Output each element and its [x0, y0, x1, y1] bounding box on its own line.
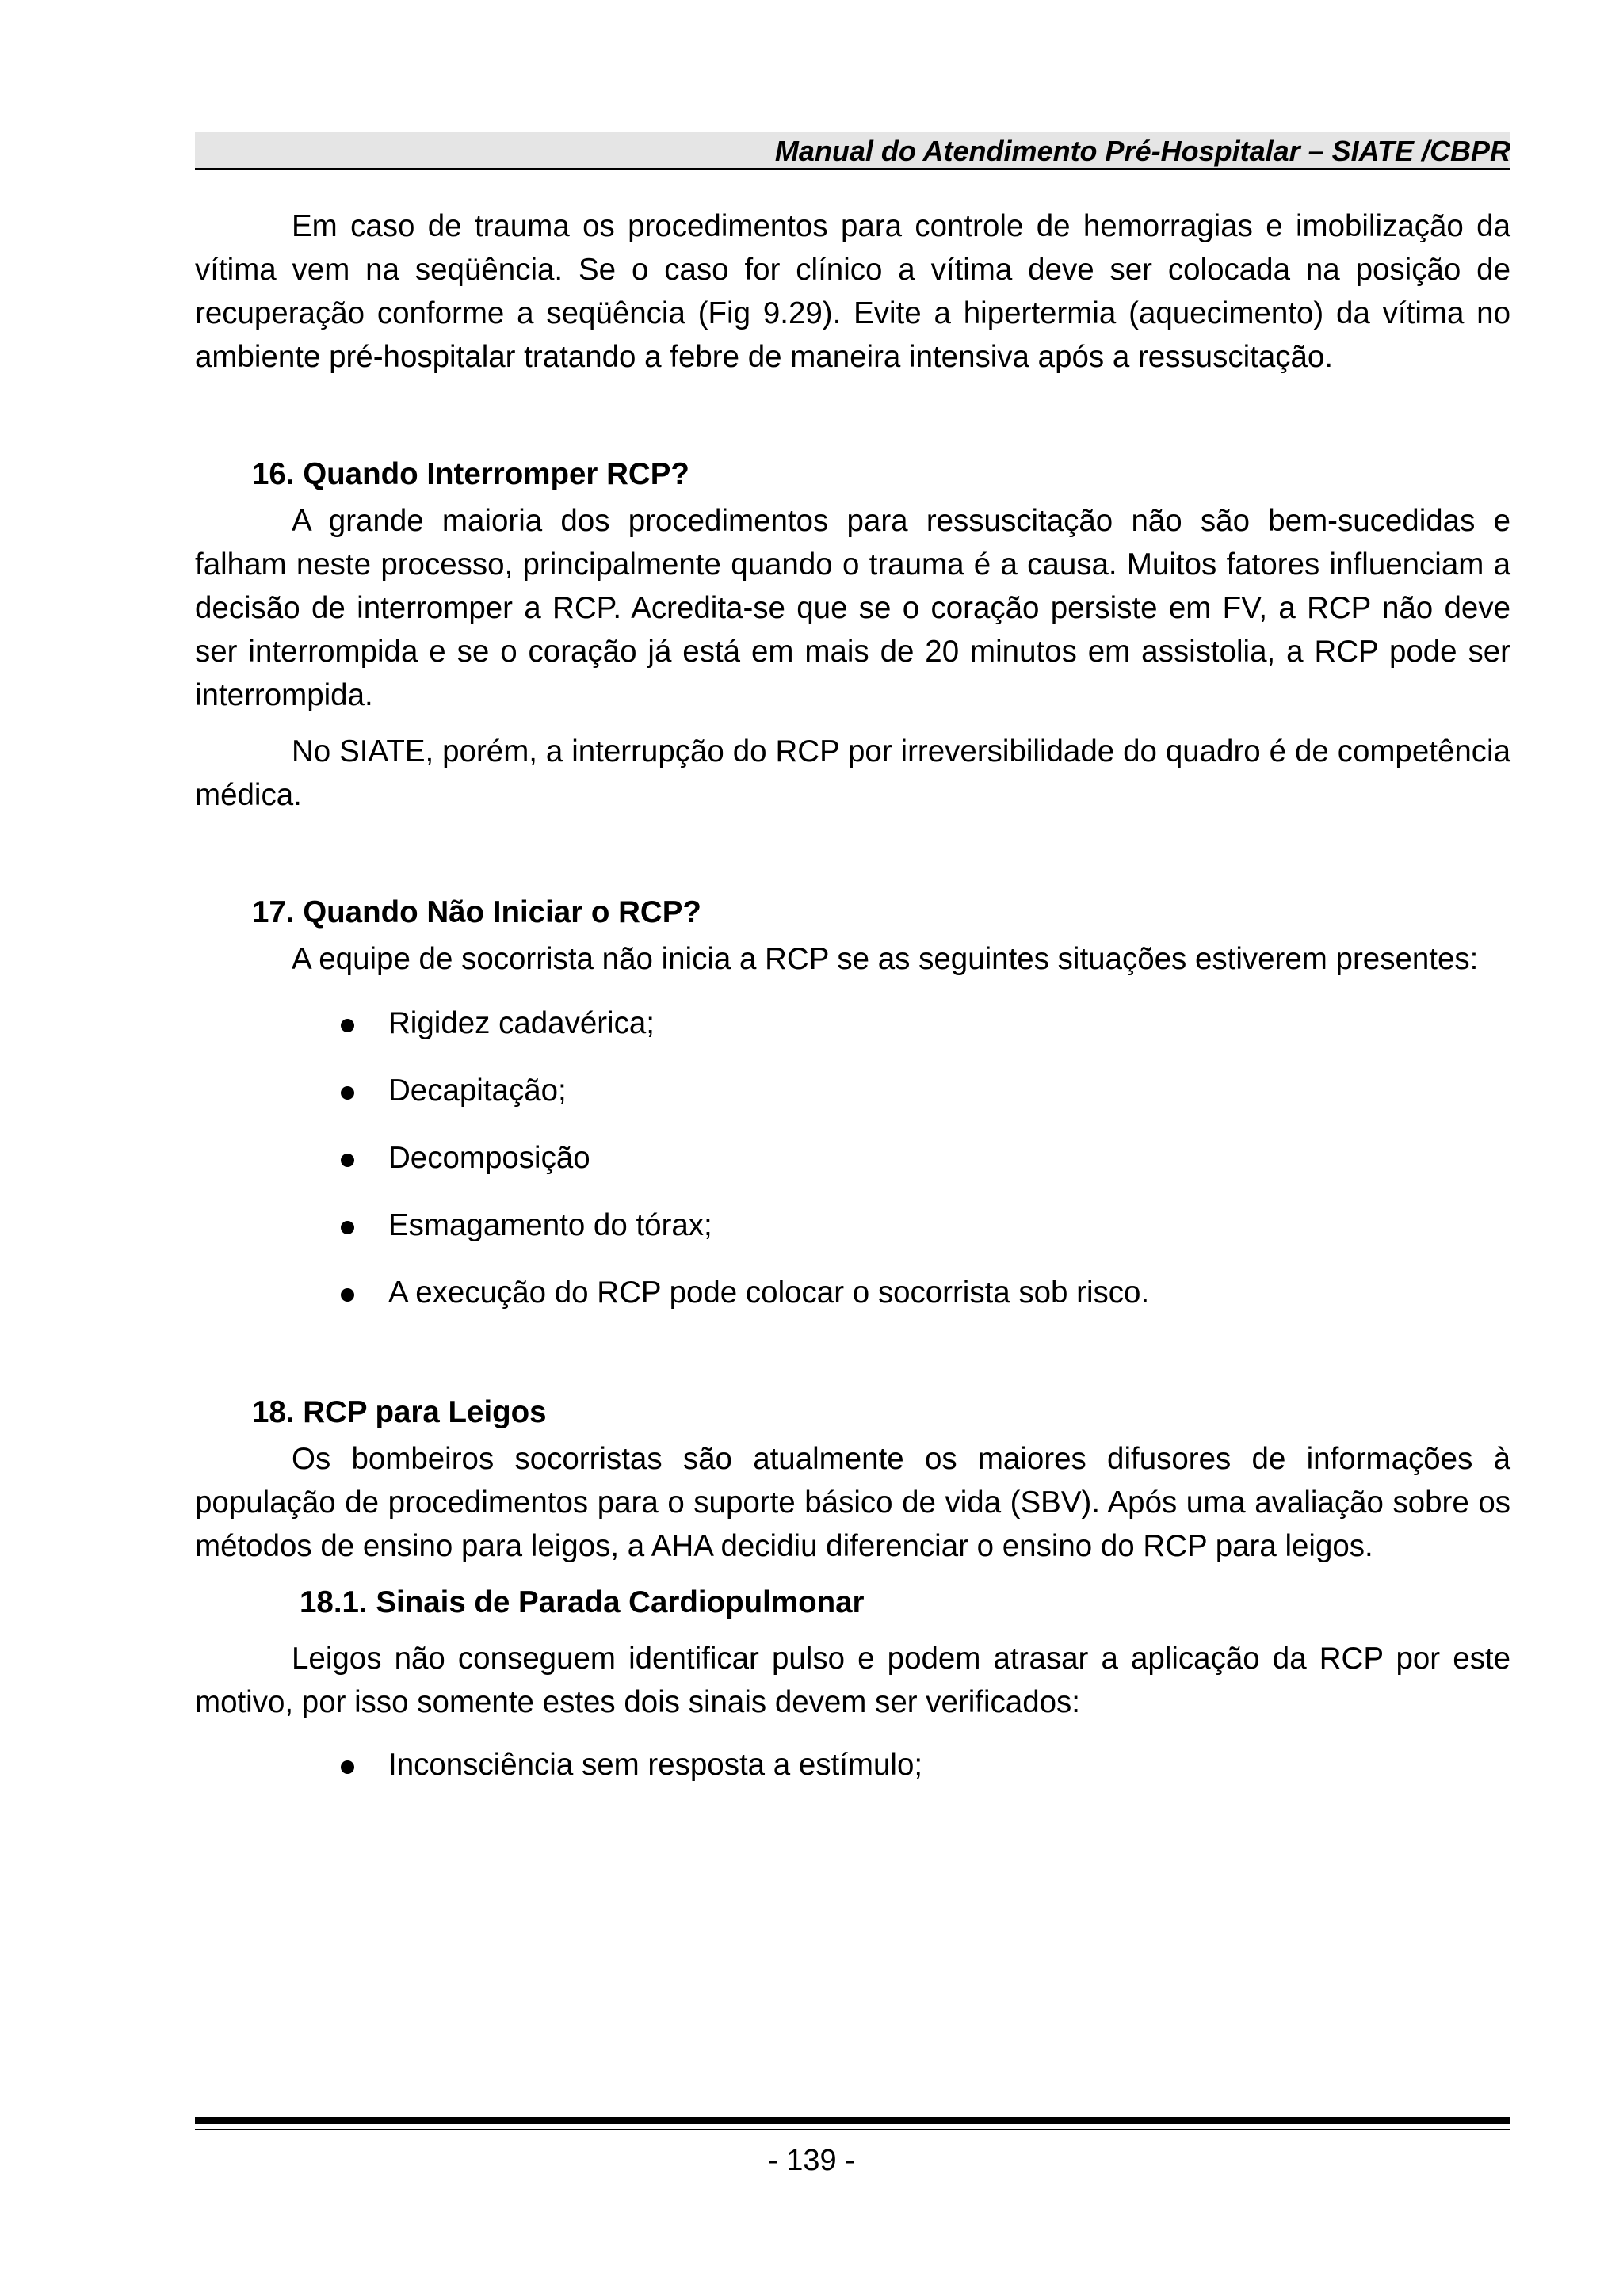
section-16-paragraph-2: No SIATE, porém, a interrupção do RCP por irreversibilidade do quadro é de competência médica. — [195, 734, 1510, 812]
section-16-paragraph-1: A grande maioria dos procedimentos para ressuscitação não são bem-sucedidas e falham neste processo, principalmente quando o trauma é a causa. Muitos fatores influenciam a decisão de interromper a RCP. Acredita-se que se o coração persiste em FV, a RCP não deve ser interrompida e se o coração já está em mais de 20 minutos em assistolia, a RCP pode ser interrompida. — [195, 504, 1510, 712]
header-rule — [195, 168, 1510, 170]
list-item: A execução do RCP pode colocar o socorrista sob risco. — [341, 1271, 1510, 1314]
list-item: Inconsciência sem resposta a estímulo; — [341, 1743, 1510, 1787]
section-16-heading: 16. Quando Interromper RCP? — [252, 457, 689, 491]
footer-rule-thick — [195, 2117, 1510, 2124]
footer-rule-thin — [195, 2129, 1510, 2130]
section-18-1-heading: 18.1. Sinais de Parada Cardiopulmonar — [300, 1585, 865, 1619]
section-18-paragraph: Os bombeiros socorristas são atualmente os maiores difusores de informações à população de procedimentos para o suporte básico de vida (SBV). Após uma avaliação sobre os métodos de ensino para leigos, a AHA decidiu diferenciar o ensino do RCP para leigos. — [195, 1442, 1510, 1563]
list-item: Decomposição — [341, 1136, 1510, 1180]
section-17-bullet-list — [195, 1001, 1510, 1314]
page-number: - 139 - — [768, 2144, 855, 2177]
section-17-paragraph: A equipe de socorrista não inicia a RCP se as seguintes situações estiverem presentes: — [292, 942, 1479, 976]
list-item: Rigidez cadavérica; — [341, 1001, 1510, 1045]
page-body — [195, 204, 1510, 1810]
list-item: Esmagamento do tórax; — [341, 1203, 1510, 1247]
section-17-heading: 17. Quando Não Iniciar o RCP? — [252, 895, 701, 929]
running-header-title: Manual do Atendimento Pré-Hospitalar – SIATE /CBPR — [774, 135, 1510, 167]
intro-paragraph: Em caso de trauma os procedimentos para controle de hemorragias e imobilização da vítima vem na seqüência. Se o caso for clínico a vítima deve ser colocada na posição de recuperação conforme a seqüência (Fig 9.29). Evite a hipertermia (aquecimento) da vítima no ambiente pré-hospitalar tratando a febre de maneira intensiva após a ressuscitação. — [195, 209, 1510, 374]
section-18-heading: 18. RCP para Leigos — [252, 1395, 547, 1429]
section-18-1-paragraph: Leigos não conseguem identificar pulso e podem atrasar a aplicação da RCP por este motivo, por isso somente estes dois sinais devem ser verificados: — [195, 1642, 1510, 1719]
section-18-1-bullet-list — [195, 1743, 1510, 1787]
list-item: Decapitação; — [341, 1069, 1510, 1112]
